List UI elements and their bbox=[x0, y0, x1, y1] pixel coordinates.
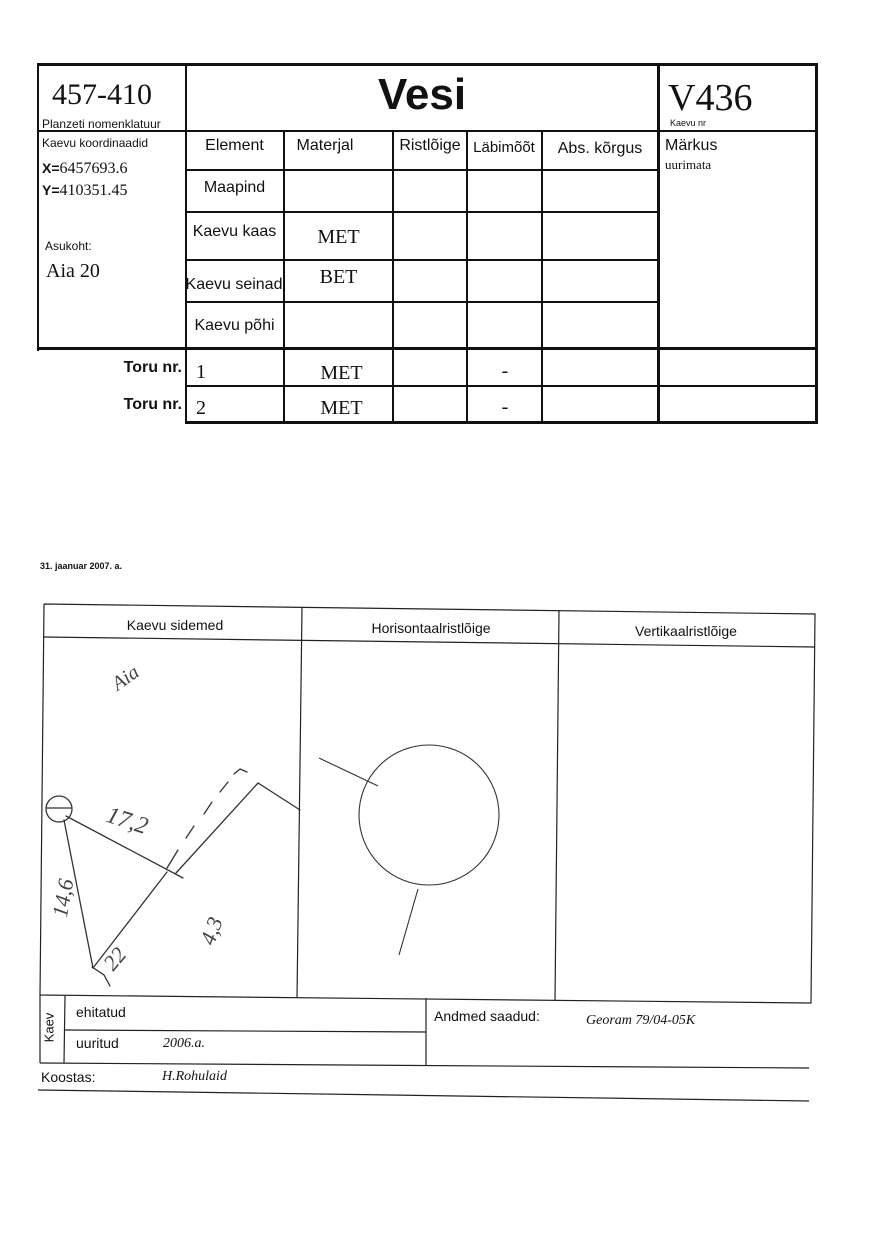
column-header-elevation: Abs. kõrgus bbox=[557, 140, 643, 157]
pipe-diameter-2: - bbox=[501, 396, 509, 418]
coordinate-x-value: 6457693.6 bbox=[59, 160, 128, 177]
annotation-street: Aia bbox=[107, 661, 144, 696]
coordinate-x-label: X= bbox=[42, 160, 60, 176]
well-symbol bbox=[46, 796, 72, 822]
remarks-label: Märkus bbox=[665, 137, 718, 154]
data-source-label: Andmed saadud: bbox=[434, 1008, 540, 1024]
footer-row-divider bbox=[64, 1030, 426, 1032]
pipe-material-2: MET bbox=[320, 397, 363, 419]
horizontal-cross-section bbox=[319, 745, 499, 955]
compiled-value: H.Rohulaid bbox=[162, 1069, 227, 1084]
pipe-number-1: 1 bbox=[196, 361, 206, 383]
column-header-cross-section: Ristlõige bbox=[399, 137, 461, 154]
coordinates-label: Kaevu koordinaadid bbox=[42, 136, 149, 150]
annotation-22: 22 bbox=[97, 942, 132, 976]
cross-pipe-2 bbox=[399, 889, 418, 955]
annotation-4-3: 4,3 bbox=[194, 913, 228, 949]
column-header-diameter: Läbimõõt bbox=[473, 139, 535, 156]
column-header-element: Element bbox=[205, 137, 264, 154]
compiled-underline bbox=[38, 1090, 809, 1101]
cross-pipe-1 bbox=[319, 758, 378, 786]
well-number-label: Kaevu nr bbox=[670, 118, 707, 128]
well-connection-sketch bbox=[46, 769, 300, 986]
annotation-14-6: 14,6 bbox=[47, 876, 79, 920]
data-source-value: Georam 79/04-05K bbox=[586, 1013, 696, 1028]
pipe-material-1: MET bbox=[320, 362, 363, 384]
footer-side-label: Kaev bbox=[41, 1012, 57, 1043]
coordinate-y-label: Y= bbox=[42, 182, 60, 198]
row-label-walls: Kaevu seinad bbox=[185, 276, 283, 293]
remarks-value: uurimata bbox=[665, 157, 712, 172]
row-material-cover: MET bbox=[317, 226, 360, 248]
coordinate-y-value: 410351.45 bbox=[59, 182, 128, 199]
well-number: V436 bbox=[668, 77, 753, 119]
location-label: Asukoht: bbox=[45, 239, 92, 253]
panel-divider-1 bbox=[297, 608, 302, 998]
row-label-ground: Maapind bbox=[203, 179, 266, 196]
panel-title-connections: Kaevu sidemed bbox=[126, 617, 224, 633]
panel-title-horizontal: Horisontaalristlõige bbox=[371, 620, 491, 636]
column-header-material: Materjal bbox=[296, 137, 354, 154]
pipe-diameter-1: - bbox=[501, 360, 509, 382]
compiled-label: Koostas: bbox=[41, 1069, 96, 1085]
built-label: ehitatud bbox=[76, 1004, 126, 1020]
row-label-bottom: Kaevu põhi bbox=[194, 317, 275, 334]
pipe-line-house bbox=[176, 783, 300, 873]
pipe-label-1: Toru nr. bbox=[123, 359, 182, 376]
surveyed-label: uuritud bbox=[76, 1035, 119, 1051]
pipe-label-2: Toru nr. bbox=[123, 396, 182, 413]
sheet-number-label: Planzeti nomenklatuur bbox=[42, 117, 161, 131]
page-title: Vesi bbox=[377, 70, 467, 119]
document-date: 31. jaanuar 2007. a. bbox=[40, 561, 123, 571]
panel-divider-2 bbox=[555, 611, 559, 1000]
sketch-frame bbox=[40, 604, 815, 1003]
sheet-number: 457-410 bbox=[52, 78, 152, 111]
footer-bottom-line bbox=[40, 1063, 809, 1068]
surveyed-value: 2006.a. bbox=[163, 1036, 205, 1051]
panel-title-vertical: Vertikaalristlõige bbox=[635, 623, 737, 639]
row-label-cover: Kaevu kaas bbox=[192, 223, 277, 240]
pipe-number-2: 2 bbox=[196, 397, 206, 419]
annotation-17-2: 17,2 bbox=[103, 802, 152, 840]
location-value: Aia 20 bbox=[46, 260, 100, 282]
row-material-walls: BET bbox=[319, 266, 358, 288]
well-cross-circle bbox=[359, 745, 499, 885]
